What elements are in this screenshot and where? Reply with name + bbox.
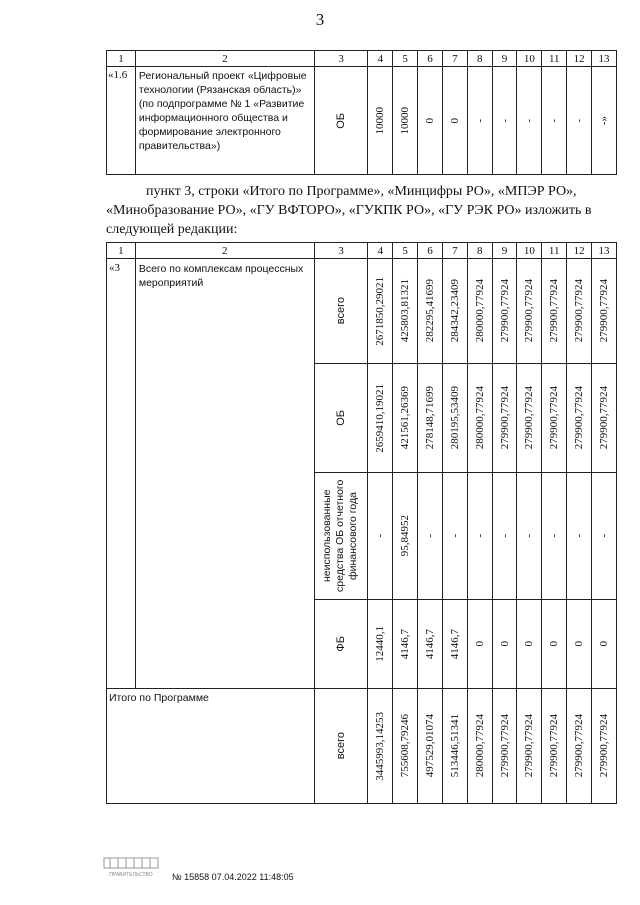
header-cell: 3 xyxy=(314,51,368,67)
header-cell: 7 xyxy=(442,51,467,67)
value-cell: 279900,77924 xyxy=(573,714,586,778)
value-cell: 3445993,14253 xyxy=(374,711,387,781)
value-cell: - xyxy=(573,534,586,538)
header-cell: 9 xyxy=(492,51,517,67)
value-cell: 513446,51341 xyxy=(448,714,461,778)
value-cell: 0 xyxy=(573,641,586,647)
value-cell: 284342,23409 xyxy=(448,279,461,343)
value-cell: 755608,79246 xyxy=(399,714,412,778)
row-number: «3 xyxy=(107,259,136,689)
table-1-header-row xyxy=(107,51,617,67)
header-cell: 3 xyxy=(314,243,368,259)
header-cell: 2 xyxy=(135,51,314,67)
row-name: Итого по Программе xyxy=(107,689,315,804)
value-cell: - xyxy=(424,534,436,538)
value-cell: 280000,77924 xyxy=(473,714,486,778)
row-name: Региональный проект «Цифровые технологии (Рязанская область)» (по подпрограмме № 1 «Развитие информационного общества и формирование электронного правительства») xyxy=(135,67,314,175)
value-cell: 280000,77924 xyxy=(473,386,486,450)
value-cell: 0 xyxy=(498,641,511,647)
value-cell: 497529,01074 xyxy=(424,714,436,778)
document-registration-footer: № 15858 07.04.2022 11:48:05 xyxy=(172,872,294,882)
value-cell: 0 xyxy=(473,641,486,647)
value-cell: 279900,77924 xyxy=(597,386,610,450)
header-cell: 1 xyxy=(107,51,136,67)
header-cell: 4 xyxy=(368,243,393,259)
value-cell: 10000 xyxy=(399,106,412,135)
value-cell: 279900,77924 xyxy=(523,714,536,778)
source-cell: всего xyxy=(334,732,347,760)
value-cell: - xyxy=(498,534,511,538)
header-cell: 6 xyxy=(418,51,443,67)
value-cell: 282295,41699 xyxy=(424,279,436,343)
value-cell: 0 xyxy=(548,641,561,647)
value-cell: - xyxy=(523,534,536,538)
value-cell: 280195,53409 xyxy=(448,386,461,450)
value-cell: 0 xyxy=(424,117,437,124)
table-1 xyxy=(106,50,617,175)
header-cell: 6 xyxy=(418,243,443,259)
value-cell: 2671850,29021 xyxy=(374,276,387,346)
header-cell: 7 xyxy=(442,243,467,259)
value-cell: 279900,77924 xyxy=(498,386,511,450)
value-cell: 12440,1 xyxy=(374,626,387,662)
table-row xyxy=(107,259,617,364)
table-2 xyxy=(106,242,617,804)
value-cell: 279900,77924 xyxy=(523,279,536,343)
value-cell: 2659410,19021 xyxy=(374,383,387,453)
value-cell: 280000,77924 xyxy=(473,279,486,343)
header-cell: 1 xyxy=(107,243,136,259)
table-row xyxy=(107,689,617,804)
header-cell: 10 xyxy=(517,51,542,67)
value-cell: - xyxy=(473,534,486,538)
source-cell: ОБ xyxy=(334,410,347,426)
header-cell: 8 xyxy=(467,51,492,67)
source-cell: ОБ xyxy=(335,112,348,129)
government-logo xyxy=(100,852,162,878)
value-cell: 278148,71699 xyxy=(424,386,436,450)
source-cell: всего xyxy=(334,297,347,325)
source-cell: неиспользованные средства ОБ отчетного финансового года xyxy=(321,479,360,593)
row-number: «1.6 xyxy=(107,67,136,175)
header-cell: 13 xyxy=(592,51,617,67)
value-cell: 279900,77924 xyxy=(523,386,536,450)
value-cell: 4146,7 xyxy=(424,628,436,660)
header-cell: 10 xyxy=(517,243,542,259)
row-name: Всего по комплексам процессных мероприятий xyxy=(135,259,314,689)
header-cell: 13 xyxy=(591,243,616,259)
value-cell: 4146,7 xyxy=(399,628,412,660)
table-2-header-row xyxy=(107,243,617,259)
header-cell: 5 xyxy=(393,51,418,67)
value-cell: 421561,26369 xyxy=(399,386,412,450)
value-cell: 10000 xyxy=(374,106,387,135)
value-cell: - xyxy=(523,118,536,123)
value-cell: 279900,77924 xyxy=(548,386,561,450)
value-cell: 0 xyxy=(597,641,610,647)
logo-text: ПРАВИТЕЛЬСТВО xyxy=(109,872,153,878)
value-cell: 4146,7 xyxy=(448,628,461,660)
value-cell: 279900,77924 xyxy=(597,279,610,343)
value-cell: 0 xyxy=(523,641,536,647)
page-number: 3 xyxy=(315,10,325,29)
value-cell: 279900,77924 xyxy=(548,279,561,343)
value-cell: -» xyxy=(598,115,610,126)
header-cell: 5 xyxy=(393,243,418,259)
header-cell: 12 xyxy=(567,51,592,67)
value-cell: 279900,77924 xyxy=(548,714,561,778)
value-cell: - xyxy=(548,118,561,123)
value-cell: 279900,77924 xyxy=(597,714,610,778)
value-cell: - xyxy=(548,534,561,538)
header-cell: 8 xyxy=(467,243,492,259)
value-cell: 279900,77924 xyxy=(498,714,511,778)
value-cell: 279900,77924 xyxy=(573,386,586,450)
value-cell: 0 xyxy=(448,117,461,124)
value-cell: - xyxy=(448,534,461,538)
value-cell: - xyxy=(498,118,511,123)
header-cell: 11 xyxy=(542,51,567,67)
header-cell: 12 xyxy=(567,243,592,259)
amendment-paragraph: пункт 3, строки «Итого по Программе», «Минцифры РО», «МПЭР РО», «Минобразование РО», «ГУ ВФТОРО», «ГУКПК РО», «ГУ РЭК РО» изложить в следующей редакции: xyxy=(106,184,592,237)
value-cell: - xyxy=(573,118,586,123)
header-cell: 2 xyxy=(135,243,314,259)
value-cell: 279900,77924 xyxy=(573,279,586,343)
header-cell: 11 xyxy=(542,243,567,259)
value-cell: - xyxy=(473,118,486,123)
header-cell: 4 xyxy=(368,51,393,67)
value-cell: 95,84952 xyxy=(399,515,412,557)
table-row xyxy=(107,67,617,175)
value-cell: 425803,81321 xyxy=(399,279,412,343)
value-cell: - xyxy=(374,534,387,538)
header-cell: 9 xyxy=(492,243,517,259)
value-cell: 279900,77924 xyxy=(498,279,511,343)
source-cell: ФБ xyxy=(334,636,347,652)
value-cell: - xyxy=(597,534,610,538)
